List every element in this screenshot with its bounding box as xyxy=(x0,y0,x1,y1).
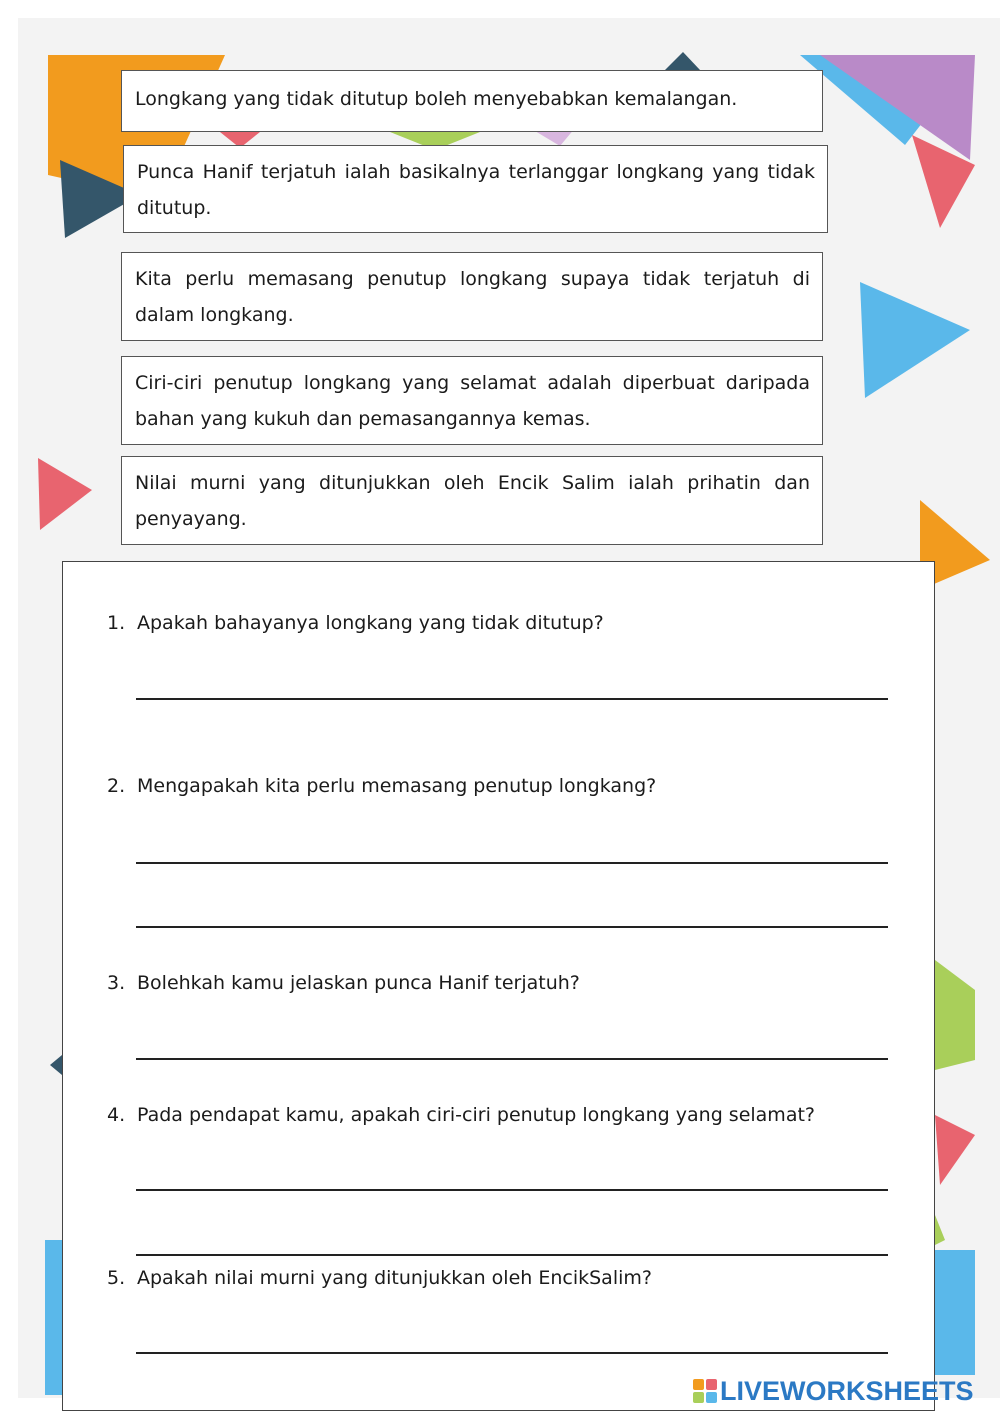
blue-shape-bottom-left xyxy=(45,1240,62,1395)
pink-triangle-left xyxy=(38,458,92,530)
answer-card-1[interactable]: Longkang yang tidak ditutup boleh menyebabkan kemalangan. xyxy=(121,70,823,132)
questions-panel xyxy=(62,561,935,1411)
navy-triangle-small-left xyxy=(50,1055,62,1075)
liveworksheets-logo-icon xyxy=(692,1378,718,1404)
brand-name: LIVEWORKSHEETS xyxy=(720,1375,974,1406)
answer-card-3[interactable]: Kita perlu memasang penutup longkang supaya tidak terjatuh di dalam longkang. xyxy=(121,252,823,341)
question-number: 5. xyxy=(107,1267,126,1289)
navy-triangle-top xyxy=(665,52,700,70)
green-shape-right xyxy=(935,960,975,1070)
answer-drop-zone-2b[interactable] xyxy=(136,926,888,928)
question-4 xyxy=(107,1104,907,1126)
answer-drop-zone-3[interactable] xyxy=(136,1058,888,1060)
question-text: Pada pendapat kamu, apakah ciri-ciri penutup longkang yang selamat? xyxy=(137,1104,815,1126)
question-text: Apakah bahayanya longkang yang tidak ditutup? xyxy=(137,612,604,634)
question-1 xyxy=(107,612,907,634)
answer-drop-zone-4a[interactable] xyxy=(136,1189,888,1191)
question-5 xyxy=(107,1267,907,1289)
question-number: 2. xyxy=(107,775,126,797)
answer-drop-zone-5[interactable] xyxy=(136,1352,888,1354)
question-number: 4. xyxy=(107,1104,126,1126)
answer-drop-zone-4b[interactable] xyxy=(136,1254,888,1256)
question-text: Apakah nilai murni yang ditunjukkan oleh EncikSalim? xyxy=(137,1267,652,1289)
question-text: Bolehkah kamu jelaskan punca Hanif terjatuh? xyxy=(137,972,580,994)
pink-triangle-lower-right xyxy=(935,1115,975,1185)
question-number: 3. xyxy=(107,972,126,994)
question-text: Mengapakah kita perlu memasang penutup longkang? xyxy=(137,775,657,797)
answer-drop-zone-1[interactable] xyxy=(136,698,888,700)
answer-card-2[interactable]: Punca Hanif terjatuh ialah basikalnya terlanggar longkang yang tidak ditutup. xyxy=(123,145,828,233)
blue-shape-bottom-right xyxy=(935,1250,975,1375)
blue-triangle-right xyxy=(860,282,970,398)
liveworksheets-watermark[interactable] xyxy=(692,1374,974,1408)
question-number: 1. xyxy=(107,612,126,634)
answer-drop-zone-2a[interactable] xyxy=(136,862,888,864)
question-2 xyxy=(107,775,907,797)
answer-card-4[interactable]: Ciri-ciri penutup longkang yang selamat adalah diperbuat daripada bahan yang kukuh dan pemasangannya kemas. xyxy=(121,356,823,445)
green-triangle-lower-right xyxy=(935,1215,945,1245)
answer-card-5[interactable]: Nilai murni yang ditunjukkan oleh Encik Salim ialah prihatin dan penyayang. xyxy=(121,456,823,545)
purple-triangle-top-right xyxy=(820,55,975,160)
question-3 xyxy=(107,972,907,994)
